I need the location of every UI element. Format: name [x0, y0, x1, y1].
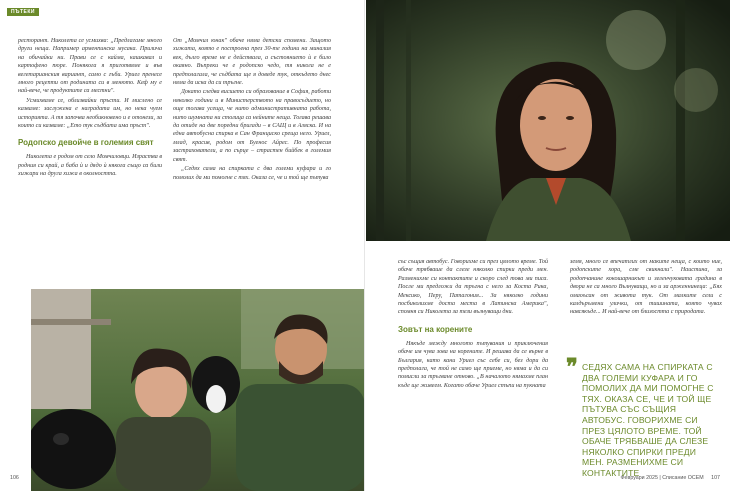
section-tag: ПЪТЕКИ — [7, 8, 39, 16]
quote-mark-icon: ❞ — [566, 354, 578, 379]
paragraph: Някъде между многото пътувания и приключения обаче им чува зова на корените. И решава да се върне в България, като кани Уриел със себе си, без дори да предполага, че той не само ще приеме, но няма и да си помисли за тръгване отново. „В началото нямахме план къде ще живеем. Когато обаче Уриел стъпи на пукната — [398, 340, 548, 389]
paragraph: От „Момчил юнак" обаче няма детски спомени. Защото хижата, която е построена през 30-те години на миналия век, дълго време не е действала, а състоянието ѝ е било окаяно. Въпреки че е родопско чедо, тя никога не е предполагала, че съдбата ще я доведе тук, откъдето днес няма да иска да си тръгне. — [173, 38, 331, 87]
page-number-right: 107 — [711, 475, 720, 481]
paragraph: Докато следва висшето си образование в София, работи няколко години и в Министерството на правосъдието, но още тогава усеща, че нито административната работа, нито шумната ни столица са нейните неща. Тогава решава да отиде на две поредни бригади – в САЩ и в Аляска. И на една автобусна спирка в Сан Франциско среща него. Уриел, млад, красив, родом от Буенос Айрес. По професия застрахователи, а по сърце – страстен бийбек в големия свят. — [173, 89, 331, 163]
right-column-2 — [570, 258, 722, 317]
pull-quote: СЕДЯХ САМА НА СПИРКАТА С ДВА ГОЛЕМИ КУФАРА И ГО ПОМОЛИХ ДА МИ ПОМОГНЕ С ТЯХ. ОКАЗА СЕ, ЧЕ И ТОЙ ЩЕ ПЪТУВА СЪС СЪЩИЯ АВТОБУС. ГОВОРИХМЕ СИ ПРЕЗ ЦЯЛОТО ВРЕМЕ. ТОЙ ОБАЧЕ ТРЯБВАШЕ ДА СЛЕЗЕ НЯКОЛКО СПИРКИ ПРЕДИ МЕН. РАЗМЕНИХМЕ СИ КОНТАКТИТЕ — [582, 362, 714, 478]
issue-info: Февруари 2025 | Списание ОСЕМ — [620, 475, 704, 481]
left-column-2 — [173, 37, 331, 182]
paragraph: Николета е родом от село Момчиловци. Израства в родния си край, а баба ѝ и дядо ѝ някога също са били хижари на друга хижа в околността. — [18, 154, 162, 178]
paragraph: „Седях сама на спирката с два големи куфара и го помолих да ми помогне с тях. Оказа се, че и той ще пътува — [173, 166, 331, 181]
page-number-left: 106 — [10, 475, 19, 481]
subheading: Родопско девойче в големия свят — [18, 138, 154, 148]
paragraph: със същия автобус. Говорихме си през цялото време. Той обаче трябваше да слезе няколко спирки преди мен. Разменихме си контактите и скоро след това ми писа. После ми предложи да тръгна с него за Коста Рика, Мексико, Перу, Патагония... За няколко години посбиколихме доста места в Латинска Америка", спомня си Николета за тези вълнуващи дни. — [398, 259, 548, 316]
paragraph: земя, много се впечатлих от маките неща, с които ние, родопските хора, сме свикнали". Наистина, за родопчанине кокошарникът и зеленчуковата градина в двора не са много Вълнуващи, но и за арженнинеца: „Бях омаоъсан от живота тук. От малките сели с калдъръмени улички, от тишината, която чувах навсякъде... И най-вече от близостта с природата. — [570, 259, 722, 316]
subheading: Зовът на корените — [398, 324, 473, 334]
paragraph: Усмихваме се, облизвайки пръсти. И мислено се казваме: заслужена е наградата им, но нека чуем историята. А тя започва необикновено и е отонези, за които си казваме: „Ето тук съдбата има пръст". — [18, 97, 162, 130]
woman-portrait-photo — [366, 0, 730, 241]
left-column-1 — [18, 37, 162, 179]
paragraph: ресторант. Николета се усмихва: „Предлагаме много други неща. Например арменпинска мусака. Прилича на обичайки ни. Прави се с кайма, кашкавал и картофено пюре. Понякога я приготвяме и във вегетарианския вариант, само с гъби. Уриел пренесе много рецепти от родината си в менюто. Кеф му е най-вече, че продуктите са местни". — [18, 38, 162, 95]
right-column-1 — [398, 258, 548, 390]
couple-with-dogs-photo — [31, 289, 365, 491]
